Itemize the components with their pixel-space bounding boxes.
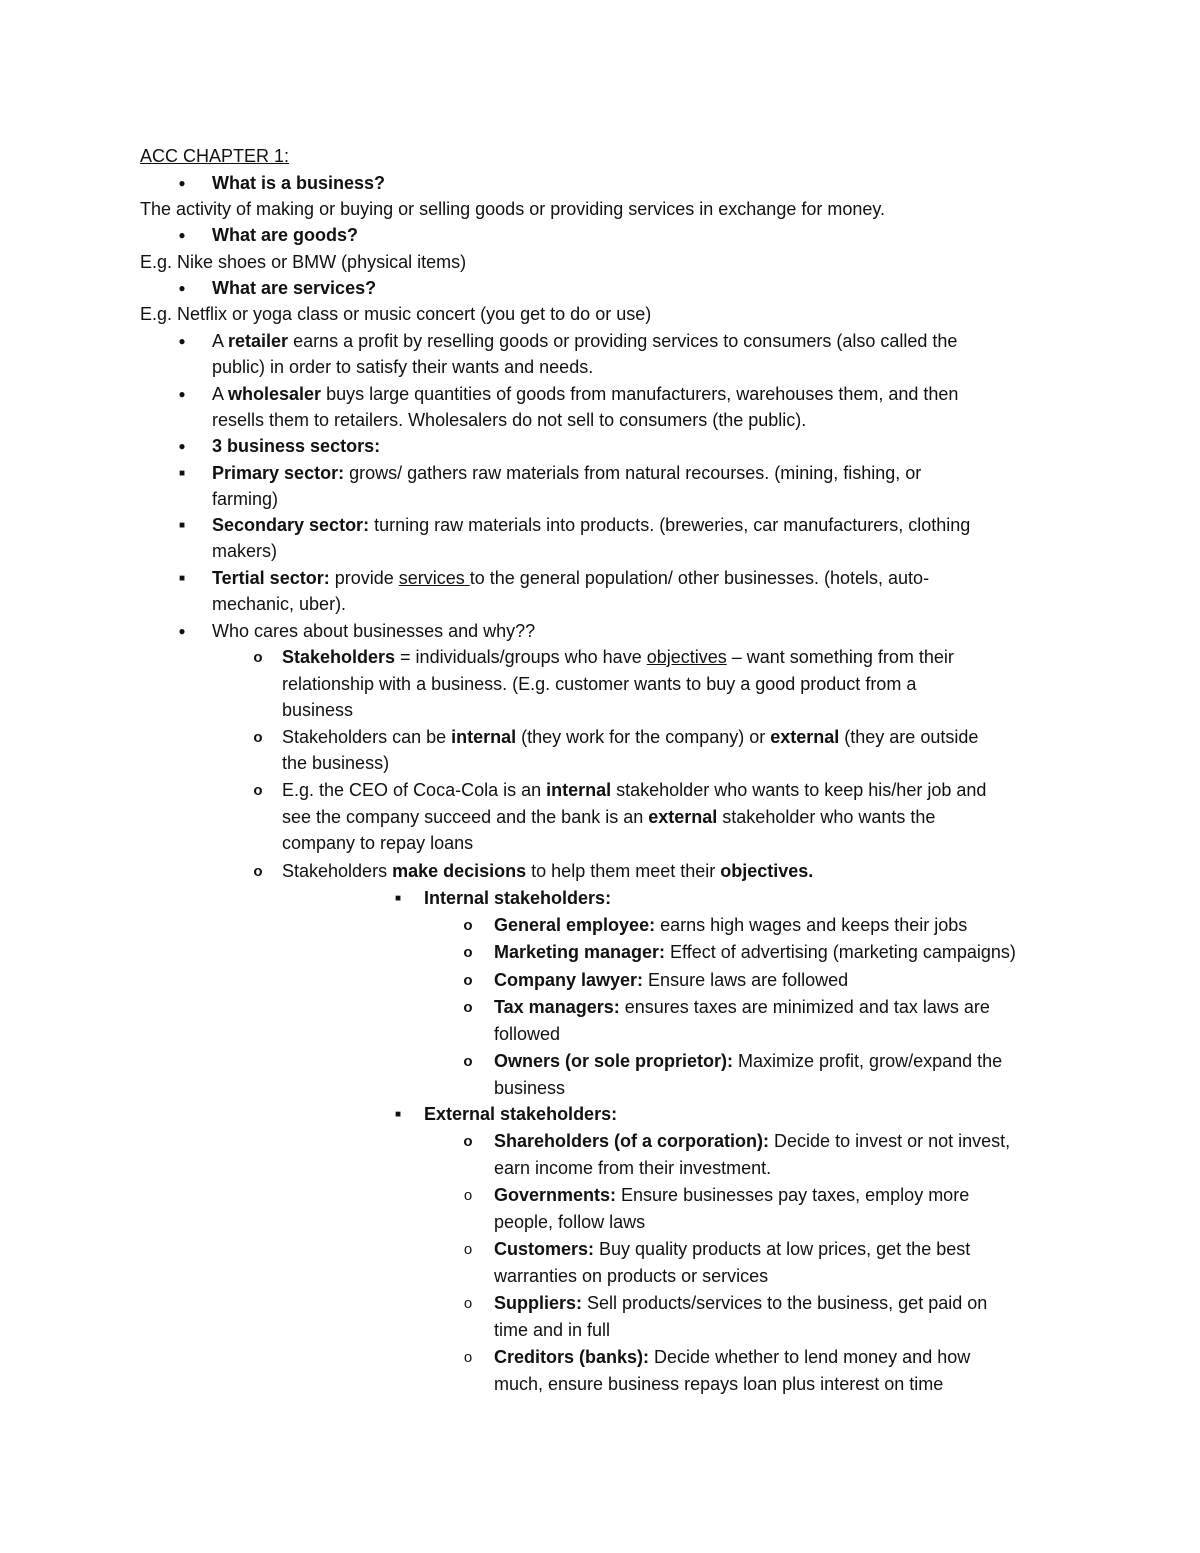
bullet-icon: ● [178, 281, 186, 295]
answer-business: The activity of making or buying or selling goods or providing services in exchange for money. [140, 199, 886, 219]
primary-sector-item: ■ Primary sector: grows/ gathers raw materials from natural recourses. (mining, fishing, or [212, 460, 1070, 487]
external-item: o Shareholders (of a corporation): Decide to invest or not invest, [494, 1128, 1070, 1155]
internal-item-cont: followed [494, 1024, 561, 1044]
circle-bullet-icon: o [463, 1133, 473, 1150]
square-bullet-icon: ■ [178, 573, 186, 584]
stakeholders-decisions: o Stakeholders make decisions to help them meet their objectives. [282, 858, 1070, 885]
stakeholders-example-cont: see the company succeed and the bank is an external stakeholder who wants the [282, 807, 936, 827]
external-item-cont: warranties on products or services [494, 1266, 769, 1286]
external-item: o Creditors (banks): Decide whether to lend money and how [494, 1344, 1070, 1371]
tertial-sector-item-cont: mechanic, uber). [212, 594, 347, 614]
internal-item: o Tax managers: ensures taxes are minimized and tax laws are [494, 994, 1070, 1021]
external-item-cont: much, ensure business repays loan plus interest on time [494, 1374, 944, 1394]
internal-item: o Company lawyer: Ensure laws are followed [494, 967, 1070, 994]
retailer-item-cont: public) in order to satisfy their wants and needs. [212, 357, 594, 377]
external-item-cont: people, follow laws [494, 1212, 646, 1232]
internal-item: o Owners (or sole proprietor): Maximize profit, grow/expand the [494, 1048, 1070, 1075]
circle-bullet-icon: o [463, 1349, 473, 1366]
bullet-icon: ● [178, 334, 186, 348]
external-stakeholders-heading: ■ External stakeholders: [424, 1101, 1070, 1128]
question-business: ● What is a business? [212, 170, 1070, 197]
tertial-sector-item: ■ Tertial sector: provide services to the general population/ other businesses. (hotels, auto- [212, 565, 1070, 592]
internal-item: o General employee: earns high wages and keeps their jobs [494, 912, 1070, 939]
circle-bullet-icon: o [463, 1295, 473, 1312]
circle-bullet-icon: o [463, 1187, 473, 1204]
square-bullet-icon: ■ [178, 468, 186, 479]
square-bullet-icon: ■ [394, 1109, 402, 1120]
secondary-sector-item-cont: makers) [212, 541, 278, 561]
stakeholders-definition: o Stakeholders = individuals/groups who have objectives – want something from their [282, 644, 1070, 671]
retailer-item: ● A retailer earns a profit by reselling goods or providing services to consumers (also called the [212, 328, 1070, 355]
external-item: o Suppliers: Sell products/services to the business, get paid on [494, 1290, 1070, 1317]
external-item: o Governments: Ensure businesses pay taxes, employ more [494, 1182, 1070, 1209]
square-bullet-icon: ■ [394, 893, 402, 904]
stakeholders-definition-cont: business [282, 700, 354, 720]
circle-bullet-icon: o [463, 944, 473, 961]
circle-bullet-icon: o [463, 999, 473, 1016]
circle-bullet-icon: o [253, 729, 263, 746]
circle-bullet-icon: o [253, 649, 263, 666]
secondary-sector-item: ■ Secondary sector: turning raw materials into products. (breweries, car manufacturers, clothing [212, 512, 1070, 539]
bullet-icon: ● [178, 624, 186, 638]
document-title [140, 143, 1070, 170]
stakeholders-types: o Stakeholders can be internal (they work for the company) or external (they are outside [282, 724, 1070, 751]
circle-bullet-icon: o [463, 972, 473, 989]
bullet-icon: ● [178, 439, 186, 453]
stakeholders-example: o E.g. the CEO of Coca-Cola is an internal stakeholder who wants to keep his/her job and [282, 777, 1070, 804]
stakeholders-types-cont: the business) [282, 753, 390, 773]
who-cares-item: ● Who cares about businesses and why?? [212, 618, 1070, 645]
internal-item-cont: business [494, 1078, 566, 1098]
bullet-icon: ● [178, 387, 186, 401]
wholesaler-item: ● A wholesaler buys large quantities of goods from manufacturers, warehouses them, and then [212, 381, 1070, 408]
external-item: o Customers: Buy quality products at low prices, get the best [494, 1236, 1070, 1263]
square-bullet-icon: ■ [178, 520, 186, 531]
external-item-cont: time and in full [494, 1320, 611, 1340]
question-services: ● What are services? [212, 275, 1070, 302]
wholesaler-item-cont: resells them to retailers. Wholesalers do not sell to consumers (the public). [212, 410, 807, 430]
external-item-cont: earn income from their investment. [494, 1158, 772, 1178]
stakeholders-example-cont: company to repay loans [282, 833, 474, 853]
internal-item: o Marketing manager: Effect of advertising (marketing campaigns) [494, 939, 1070, 966]
sectors-heading: ● 3 business sectors: [212, 433, 1070, 460]
circle-bullet-icon: o [463, 1053, 473, 1070]
circle-bullet-icon: o [463, 917, 473, 934]
primary-sector-item-cont: farming) [212, 489, 279, 509]
bullet-icon: ● [178, 228, 186, 242]
question-goods: ● What are goods? [212, 222, 1070, 249]
circle-bullet-icon: o [463, 1241, 473, 1258]
circle-bullet-icon: o [253, 782, 263, 799]
circle-bullet-icon: o [253, 863, 263, 880]
internal-stakeholders-heading: ■ Internal stakeholders: [424, 885, 1070, 912]
stakeholders-definition-cont: relationship with a business. (E.g. customer wants to buy a good product from a [282, 674, 917, 694]
answer-services: E.g. Netflix or yoga class or music concert (you get to do or use) [140, 304, 652, 324]
bullet-icon: ● [178, 176, 186, 190]
title-text: ACC CHAPTER 1: [140, 146, 290, 166]
answer-goods: E.g. Nike shoes or BMW (physical items) [140, 252, 467, 272]
